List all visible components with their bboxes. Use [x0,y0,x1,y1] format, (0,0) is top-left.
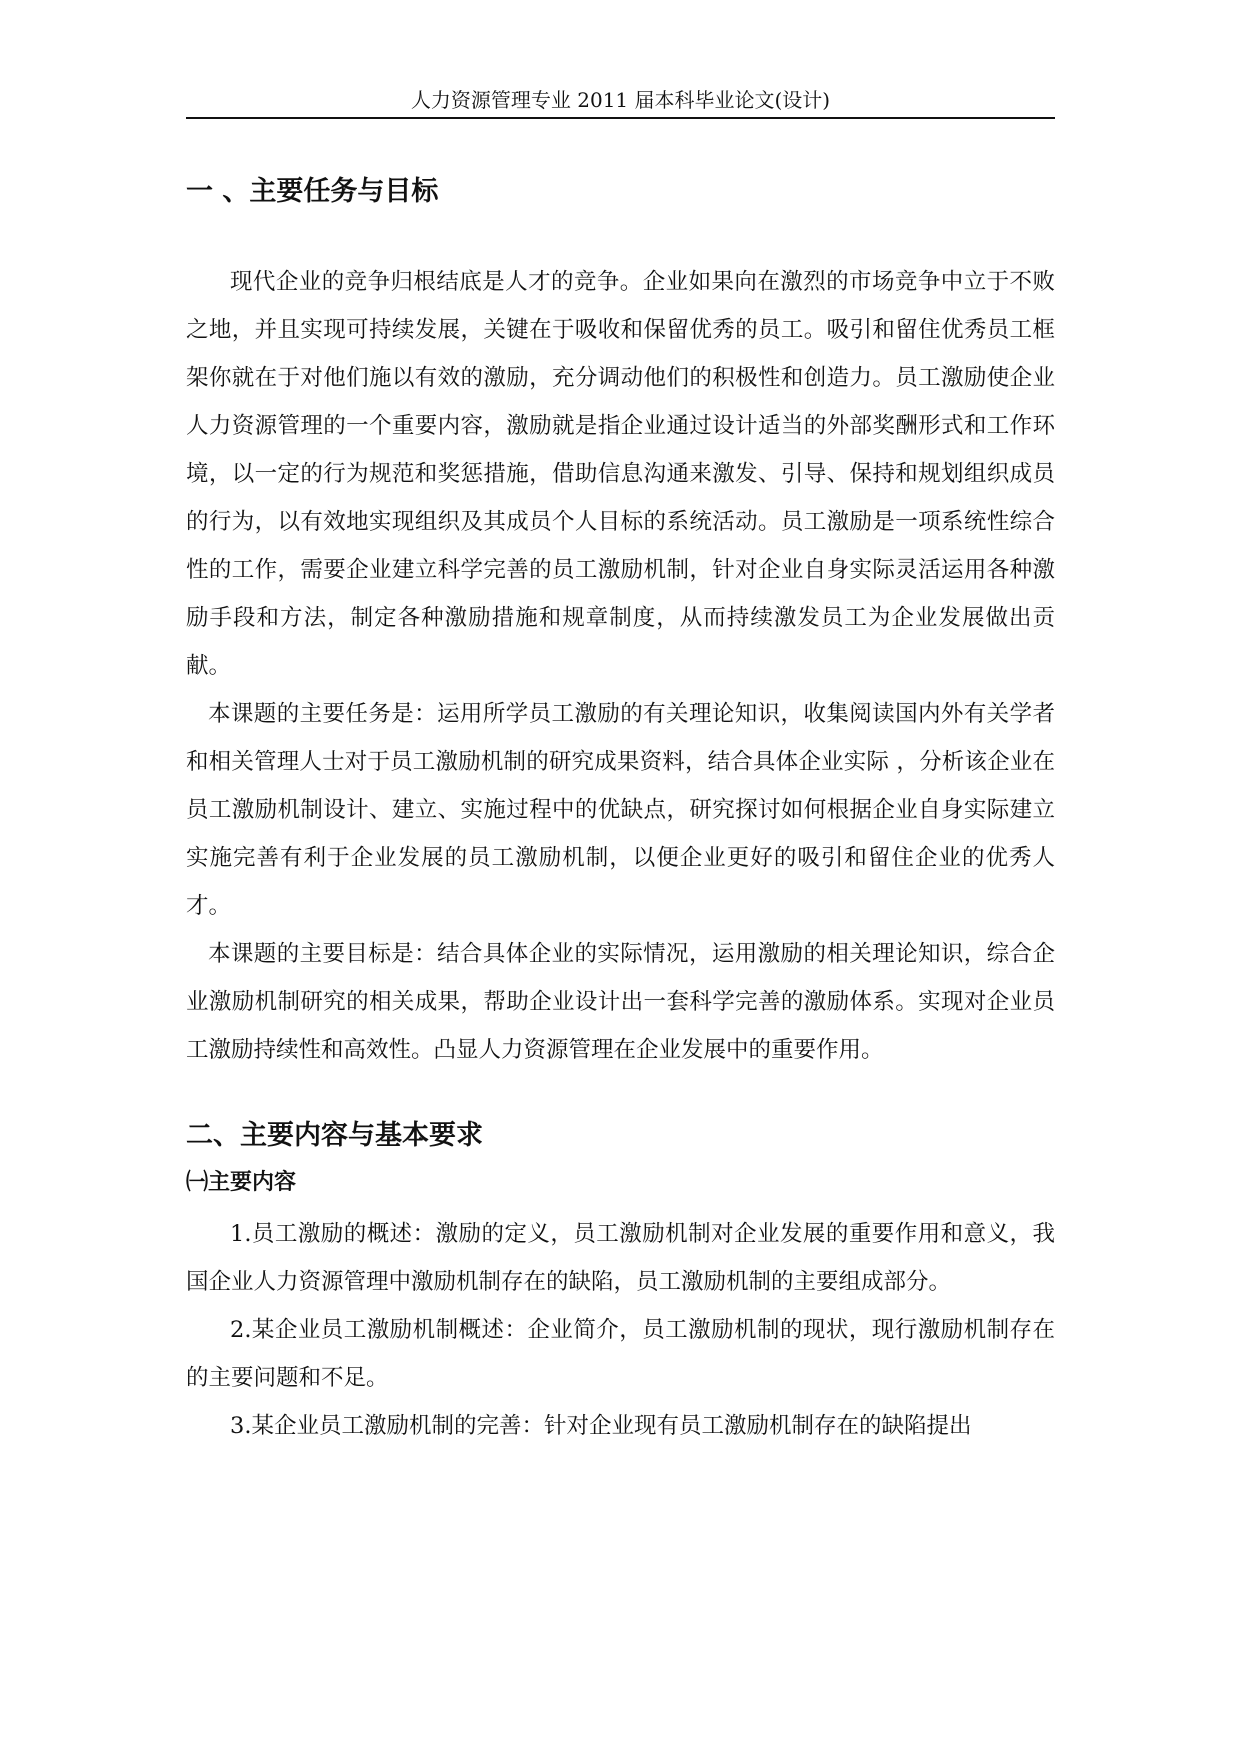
section-heading-content-requirements: 二、主要内容与基本要求 [186,1120,483,1151]
paragraph-background: 现代企业的竞争归根结底是人才的竞争。企业如果向在激烈的市场竞争中立于不败之地，并且实现可持续发展，关键在于吸收和保留优秀的员工。吸引和留住优秀员工框架你就在于对他们施以有效的激励，充分调动他们的积极性和创造力。员工激励使企业人力资源管理的一个重要内容，激励就是指企业通过设计适当的外部奖酬形式和工作环境，以一定的行为规范和奖惩措施，借助信息沟通来激发、引导、保持和规划组织成员的行为，以有效地实现组织及其成员个人目标的系统活动。员工激励是一项系统性综合性的工作，需要企业建立科学完善的员工激励机制，针对企业自身实际灵活运用各种激励手段和方法，制定各种激励措施和规章制度，从而持续激发员工为企业发展做出贡献。 [186,269,1055,679]
paragraph-main-task: 本课题的主要任务是：运用所学员工激励的有关理论知识，收集阅读国内外有关学者和相关管理人士对于员工激励机制的研究成果资料，结合具体企业实际 ，分析该企业在员工激励机制设计、建立、实施过程中的优缺点，研究探讨如何根据企业自身实际建立实施完善有利于企业发展的员工激励机制，以便企业更好的吸引和留住企业的优秀人才。 [186,701,1055,919]
header-rule [186,117,1055,119]
subsection-heading-main-content: ㈠主要内容 [186,1170,297,1195]
document-body [186,174,1055,1450]
content-item-2: 2.某企业员工激励机制概述：企业简介，员工激励机制的现状，现行激励机制存在的主要问题和不足。 [186,1317,1055,1391]
paragraph-main-goal: 本课题的主要目标是：结合具体企业的实际情况，运用激励的相关理论知识，综合企业激励机制研究的相关成果，帮助企业设计出一套科学完善的激励体系。实现对企业员工激励持续性和高效性。凸显人力资源管理在企业发展中的重要作用。 [186,941,1055,1063]
running-header: 人力资源管理专业 2011 届本科毕业论文(设计) [410,88,831,112]
content-item-3: 3.某企业员工激励机制的完善：针对企业现有员工激励机制存在的缺陷提出 [230,1413,972,1439]
section-heading-tasks-goals: 一 、主要任务与目标 [186,176,439,207]
content-item-1: 1.员工激励的概述：激励的定义，员工激励机制对企业发展的重要作用和意义，我国企业人力资源管理中激励机制存在的缺陷，员工激励机制的主要组成部分。 [186,1221,1055,1295]
